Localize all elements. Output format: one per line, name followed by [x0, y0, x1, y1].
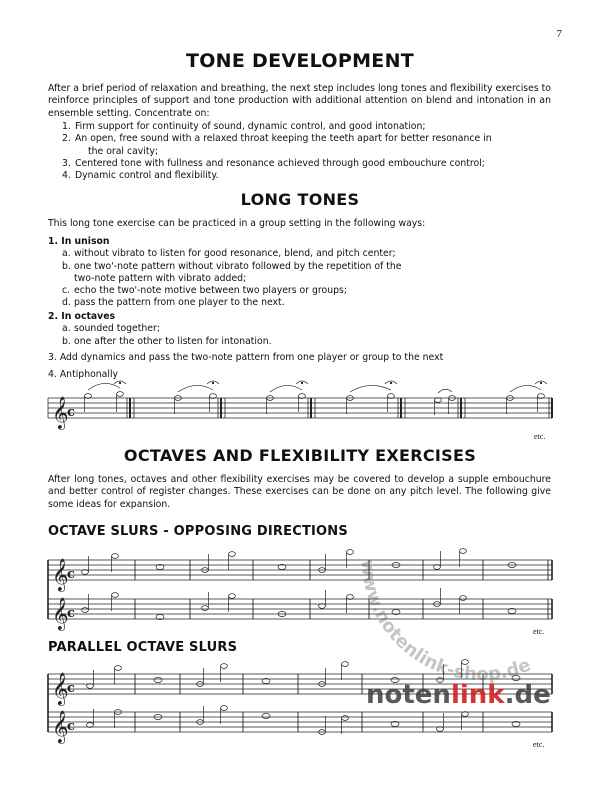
opposing-staff-top — [48, 560, 552, 580]
dynamics-item: 3. Add dynamics and pass the two-note pattern from one player or group to the next — [48, 352, 444, 363]
opposing-staff-bottom — [48, 599, 552, 619]
octaves-intro: After long tones, octaves and other flexibility exercises may be covered to develop a supple embouchure and better control of register changes. These exercises can be done on any pitch level. The following give some ideas for expansion. — [48, 474, 551, 510]
common-time-icon: c — [67, 606, 75, 621]
list-item: 2. An open, free sound with a relaxed throat keeping the teeth apart for better resonance in the oral cavity; — [62, 133, 492, 157]
long-tone-staff — [48, 398, 552, 418]
octaves-heading: OCTAVES AND FLEXIBILITY EXERCISES — [123, 446, 477, 465]
treble-clef-icon: 𝄞 — [52, 558, 69, 591]
etc-label: etc. — [533, 740, 545, 749]
list-item: a. without vibrato to listen for good resonance, blend, and pitch center; — [62, 248, 396, 260]
unison-label: 1. In unison — [48, 236, 110, 247]
page-title: TONE DEVELOPMENT — [185, 50, 415, 72]
list-item: c. echo the two'-note motive between two players or groups; — [62, 285, 347, 297]
intro-paragraph: After a brief period of relaxation and breathing, the next step includes long tones and flexibility exercises to reinforce principles of support and tone production with additional attention on blend and intonation in an ensemble setting. Concentrate on: — [48, 83, 551, 119]
opposing-heading: OCTAVE SLURS - OPPOSING DIRECTIONS — [48, 524, 348, 539]
treble-clef-icon: 𝄞 — [52, 597, 69, 630]
list-item: b. one after the other to listen for intonation. — [62, 335, 272, 347]
treble-clef-icon: 𝄞 — [52, 672, 69, 705]
list-item: 4. Dynamic control and flexibility. — [62, 170, 219, 182]
watermark-ring-text: www.notenlink-shop.de — [356, 558, 534, 686]
list-item: 3. Centered tone with fullness and resonance achieved through good embouchure control; — [62, 157, 485, 169]
etc-label: etc. — [534, 432, 546, 441]
list-item: a. sounded together; — [62, 323, 160, 335]
octaves-label: 2. In octaves — [48, 311, 116, 322]
etc-label: etc. — [533, 627, 545, 636]
common-time-icon: c — [67, 719, 75, 734]
watermark-logo: notenlink.de — [366, 680, 551, 710]
list-item: d. pass the pattern from one player to the next. — [62, 297, 285, 309]
list-item: 1. Firm support for continuity of sound, dynamic control, and good intonation; — [62, 121, 426, 132]
treble-clef-icon: 𝄞 — [52, 710, 69, 743]
parallel-heading: PARALLEL OCTAVE SLURS — [48, 640, 238, 655]
list-item: b. one two'-note pattern without vibrato followed by the repetition of the two-note pattern with vibrato added; — [62, 260, 402, 284]
opposing-barlines — [48, 560, 552, 619]
long-tones-intro: This long tone exercise can be practiced in a group setting in the following ways: — [48, 218, 426, 229]
long-tones-heading: LONG TONES — [240, 190, 360, 209]
antiphonally-item: 4. Antiphonally — [48, 369, 119, 380]
treble-clef-icon: 𝄞 — [52, 396, 69, 429]
parallel-staff-bottom — [48, 712, 552, 732]
page-number: 7 — [556, 28, 562, 40]
common-time-icon: c — [67, 567, 75, 582]
common-time-icon: c — [67, 405, 75, 420]
common-time-icon: c — [67, 681, 75, 696]
